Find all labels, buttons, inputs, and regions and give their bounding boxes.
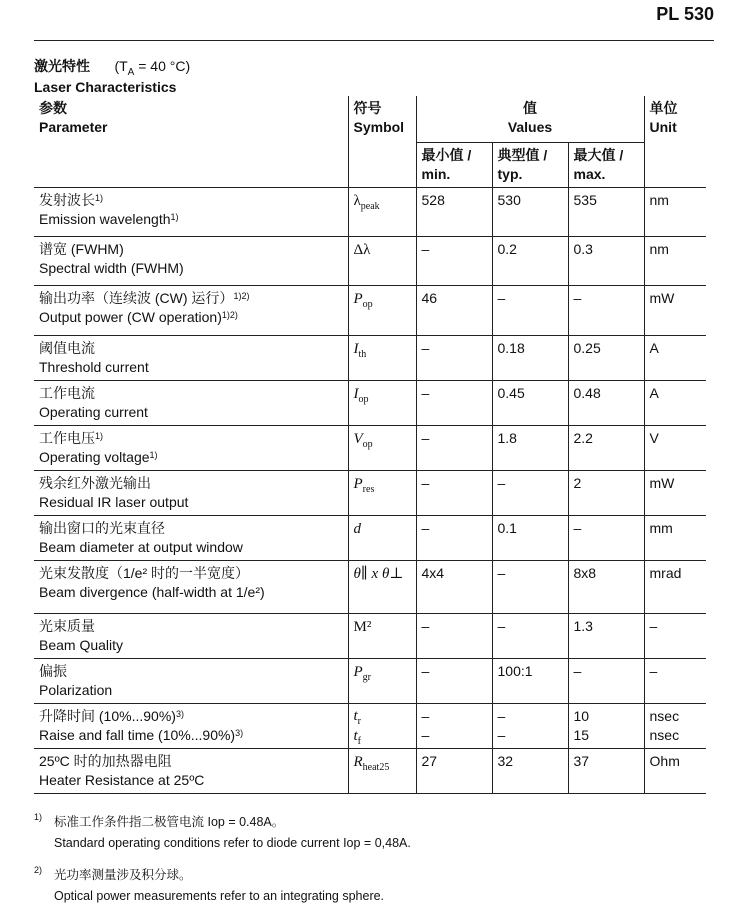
typ-cell: – (492, 561, 568, 614)
unit-cell: A (644, 336, 706, 381)
param-cell: 阈值电流 Threshold current (34, 336, 348, 381)
footnote-2: 2) 光功率测量涉及积分球。 Optical power measurements refer to an integrating sphere. (34, 865, 385, 903)
symbol-cell: $P_{gr}$ (348, 659, 416, 704)
table-row (34, 237, 706, 286)
max-cell: – (568, 659, 644, 704)
part-number: PL 530 (656, 4, 714, 24)
typ-cell: 0.2 (492, 237, 568, 286)
unit-cell: nsec nsec (644, 704, 706, 749)
param-cell: 光束发散度（1/e² 时的一半宽度） Beam divergence (half-width at 1/e²) (34, 561, 348, 614)
header-min: 最小值 / min. (416, 143, 492, 188)
footnote-1: 1) 标准工作条件指二极管电流 Iop = 0.48A。 Standard operating conditions refer to diode current Iop = 0,48A. (34, 812, 411, 850)
unit-cell: mW (644, 286, 706, 336)
typ-cell: 0.45 (492, 381, 568, 426)
table-row (34, 516, 706, 561)
unit-cell: nm (644, 188, 706, 237)
param-cell: 工作电压$^{1)}$ Operating voltage$^{1)}$ (34, 426, 348, 471)
typ-cell: 0.18 (492, 336, 568, 381)
typ-cell: – – (492, 704, 568, 749)
section-title-en: Laser Characteristics (34, 78, 177, 95)
table-row (34, 659, 706, 704)
table-row (34, 614, 706, 659)
typ-cell: 100:1 (492, 659, 568, 704)
table-row (34, 561, 706, 614)
symbol-cell: $V_{op}$ (348, 426, 416, 471)
typ-cell: 530 (492, 188, 568, 237)
typ-cell: – (492, 614, 568, 659)
max-cell: 2 (568, 471, 644, 516)
min-cell: 46 (416, 286, 492, 336)
symbol-cell: $I_{th}$ (348, 336, 416, 381)
table-row (34, 286, 706, 336)
header-typ: 典型值 / typ. (492, 143, 568, 188)
param-cell: 工作电流 Operating current (34, 381, 348, 426)
min-cell: – (416, 614, 492, 659)
min-cell: – (416, 237, 492, 286)
param-cell: 残余红外激光输出 Residual IR laser output (34, 471, 348, 516)
typ-cell: 0.1 (492, 516, 568, 561)
max-cell: 535 (568, 188, 644, 237)
param-cell: 升降时间 $(10\%...90\%)^{3)}$ Raise and fall time $(10\%...90\%)^{3)}$ (34, 704, 348, 749)
header-divider (34, 40, 714, 41)
unit-cell: – (644, 659, 706, 704)
min-cell: – (416, 659, 492, 704)
table-row (34, 426, 706, 471)
typ-cell: 32 (492, 749, 568, 794)
typ-cell: – (492, 286, 568, 336)
section-title-zh: 激光特性 (34, 58, 90, 74)
min-cell: 4x4 (416, 561, 492, 614)
symbol-cell: $P_{op}$ (348, 286, 416, 336)
header-parameter: 参数 Parameter (34, 96, 348, 188)
header-symbol: 符号 Symbol (348, 96, 416, 188)
unit-cell: – (644, 614, 706, 659)
table-row (34, 381, 706, 426)
max-cell: – (568, 286, 644, 336)
unit-cell: V (644, 426, 706, 471)
max-cell: 0.25 (568, 336, 644, 381)
min-cell: – – (416, 704, 492, 749)
param-cell: 输出窗口的光束直径 Beam diameter at output window (34, 516, 348, 561)
min-cell: – (416, 426, 492, 471)
unit-cell: Ohm (644, 749, 706, 794)
table-row (34, 749, 706, 794)
table-row (34, 188, 706, 237)
table-header-row (34, 96, 706, 143)
param-cell: 光束质量 Beam Quality (34, 614, 348, 659)
symbol-cell: $R_{heat25}$ (348, 749, 416, 794)
symbol-cell: $I_{op}$ (348, 381, 416, 426)
section-heading (34, 56, 190, 95)
max-cell: 2.2 (568, 426, 644, 471)
header-unit: 单位 Unit (644, 96, 706, 188)
param-cell: 输出功率（连续波 (CW) 运行）$^{1)2)}$ Output power (CW operation)$^{1)2)}$ (34, 286, 348, 336)
min-cell: 528 (416, 188, 492, 237)
max-cell: 0.3 (568, 237, 644, 286)
unit-cell: A (644, 381, 706, 426)
footnotes (34, 812, 411, 918)
max-cell: 37 (568, 749, 644, 794)
min-cell: – (416, 381, 492, 426)
table-row (34, 704, 706, 749)
symbol-cell: $\lambda_{peak}$ (348, 188, 416, 237)
param-cell: 谱宽 (FWHM) Spectral width (FWHM) (34, 237, 348, 286)
symbol-cell: θ∥ x θ⊥ (348, 561, 416, 614)
param-cell: 25ºC 时的加热器电阻 Heater Resistance at 25ºC (34, 749, 348, 794)
header-max: 最大值 / max. (568, 143, 644, 188)
unit-cell: mm (644, 516, 706, 561)
unit-cell: mrad (644, 561, 706, 614)
min-cell: – (416, 471, 492, 516)
typ-cell: – (492, 471, 568, 516)
symbol-cell: $P_{res}$ (348, 471, 416, 516)
max-cell: 0.48 (568, 381, 644, 426)
max-cell: – (568, 516, 644, 561)
unit-cell: mW (644, 471, 706, 516)
min-cell: – (416, 336, 492, 381)
symbol-cell: Δλ (348, 237, 416, 286)
table-row (34, 471, 706, 516)
typ-cell: 1.8 (492, 426, 568, 471)
laser-characteristics-table (34, 96, 706, 794)
table-row (34, 336, 706, 381)
unit-cell: nm (644, 237, 706, 286)
header-values: 值 Values (416, 96, 644, 143)
section-condition: ($T_A = 40$ °C) (114, 58, 191, 78)
symbol-cell: $t_r$ $t_f$ (348, 704, 416, 749)
min-cell: 27 (416, 749, 492, 794)
max-cell: 10 15 (568, 704, 644, 749)
symbol-cell: M² (348, 614, 416, 659)
symbol-cell: d (348, 516, 416, 561)
param-cell: 偏振 Polarization (34, 659, 348, 704)
min-cell: – (416, 516, 492, 561)
max-cell: 8x8 (568, 561, 644, 614)
param-cell: 发射波长$^{1)}$ Emission wavelength$^{1)}$ (34, 188, 348, 237)
max-cell: 1.3 (568, 614, 644, 659)
